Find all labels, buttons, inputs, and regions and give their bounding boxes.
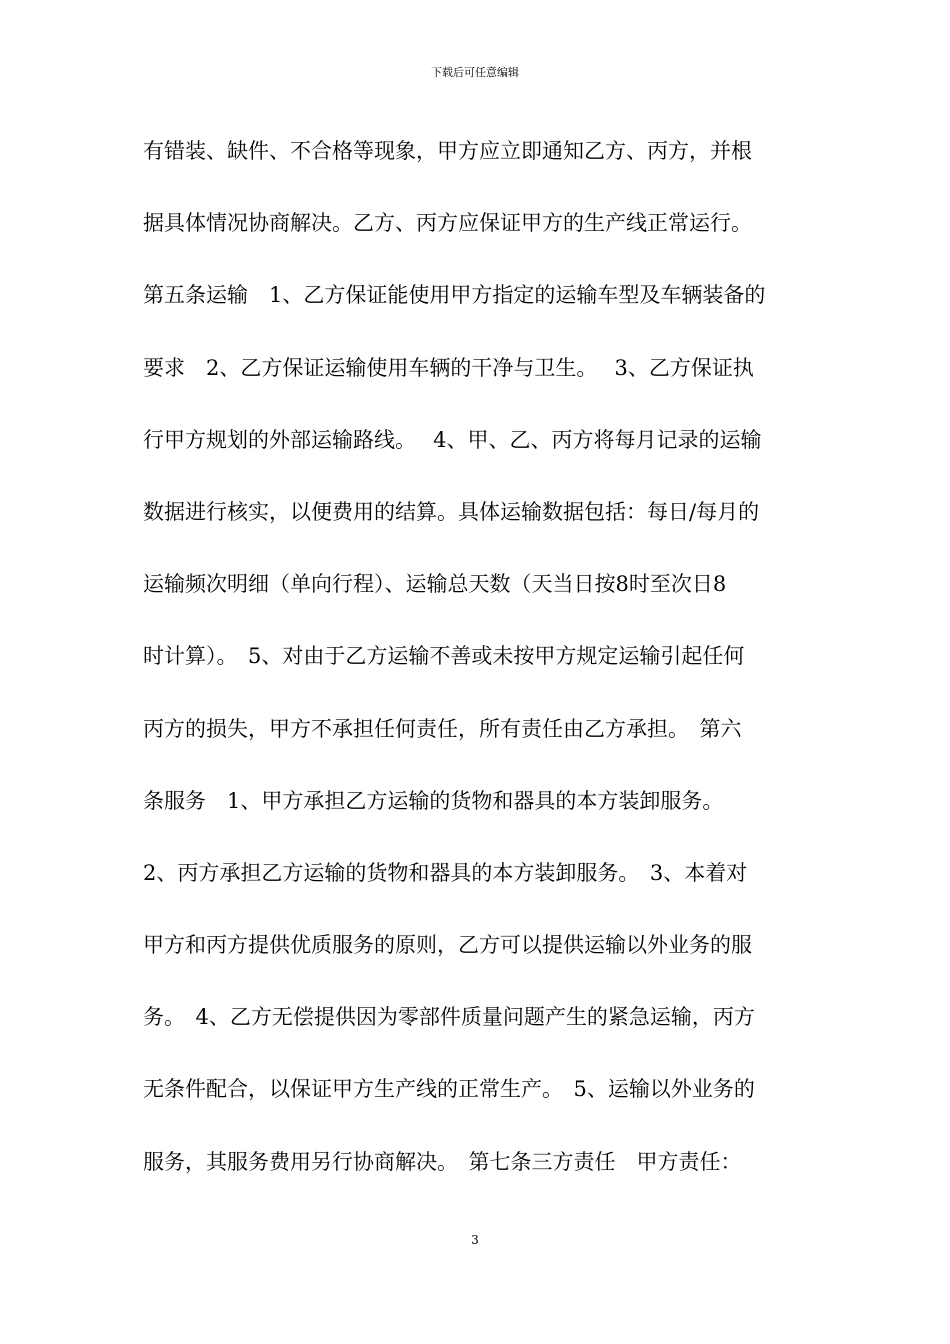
text-line: 务。 4、乙方无偿提供因为零部件质量问题产生的紧急运输，丙方 xyxy=(143,1005,755,1030)
text-line: 有错装、缺件、不合格等现象，甲方应立即通知乙方、丙方，并根 xyxy=(143,139,752,163)
page-header: 下载后可任意编辑 xyxy=(431,66,519,79)
text-line: 运输频次明细（单向行程）、运输总天数（天当日按8时至次日8 xyxy=(143,572,727,597)
text-line: 时计算）。 5、对由于乙方运输不善或未按甲方规定运输引起任何 xyxy=(143,644,745,669)
text-line: 甲方和丙方提供优质服务的原则，乙方可以提供运输以外业务的服 xyxy=(143,933,752,958)
text-line: 行甲方规划的外部运输路线。 4、甲、乙、丙方将每月记录的运输 xyxy=(143,427,762,452)
page-number: 3 xyxy=(471,1233,479,1247)
text-line: 无条件配合，以保证甲方生产线的正常生产。 5、运输以外业务的 xyxy=(143,1077,755,1102)
body-text xyxy=(143,131,813,1214)
text-line: 丙方的损失，甲方不承担任何责任，所有责任由乙方承担。 第六 xyxy=(143,716,742,741)
text-line: 要求 2、乙方保证运输使用车辆的干净与卫生。 3、乙方保证执 xyxy=(143,355,754,380)
text-line: 第五条运输 1、乙方保证能使用甲方指定的运输车型及车辆装备的 xyxy=(143,283,766,308)
text-line: 条服务 1、甲方承担乙方运输的货物和器具的本方装卸服务。 xyxy=(143,788,724,813)
text-line: 2、丙方承担乙方运输的货物和器具的本方装卸服务。 3、本着对 xyxy=(143,860,748,885)
text-line: 服务，其服务费用另行协商解决。 第七条三方责任 甲方责任： xyxy=(143,1149,742,1174)
text-line: 据具体情况协商解决。乙方、丙方应保证甲方的生产线正常运行。 xyxy=(143,211,752,236)
text-line: 数据进行核实，以便费用的结算。具体运输数据包括：每日/每月的 xyxy=(143,499,760,524)
